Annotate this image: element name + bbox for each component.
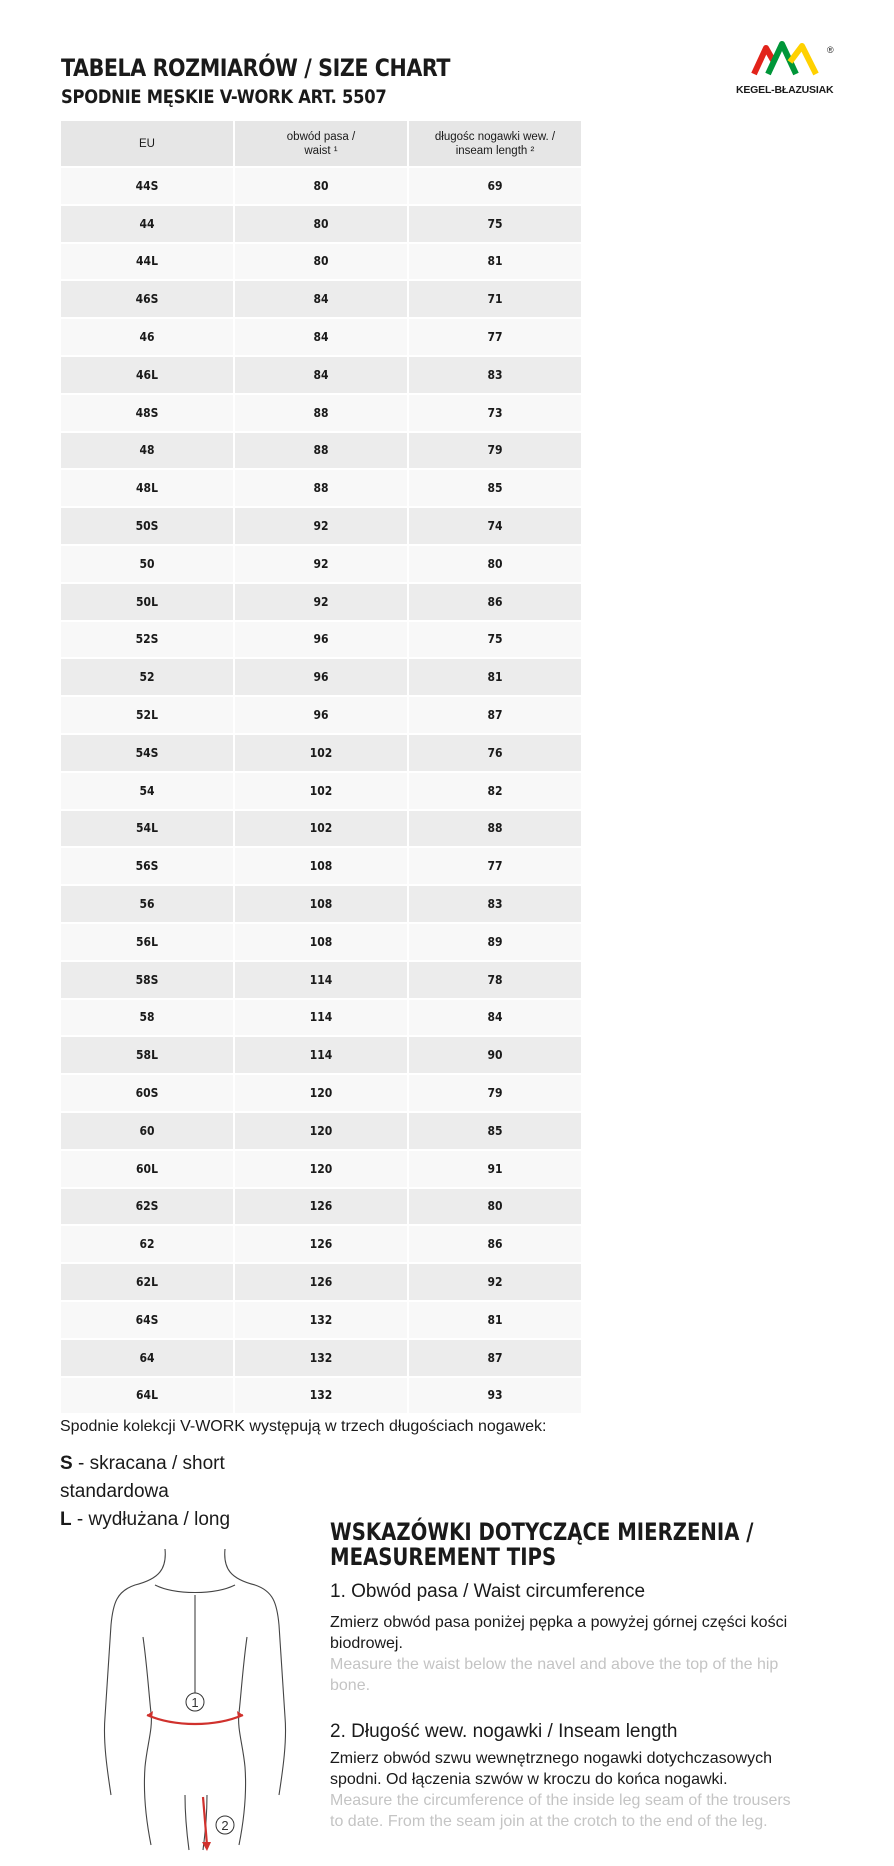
mountain-logo-icon	[750, 40, 825, 78]
cell-waist: 92	[235, 546, 407, 582]
cell-eu-size: 58S	[61, 962, 233, 998]
table-row	[61, 886, 581, 922]
size-table	[59, 119, 583, 1415]
cell-eu-size: 50S	[61, 508, 233, 544]
cell-eu-size: 46S	[61, 281, 233, 317]
page-title: TABELA ROZMIARÓW / SIZE CHART	[61, 54, 451, 82]
cell-waist: 120	[235, 1151, 407, 1187]
brand-logo	[730, 40, 840, 100]
cell-inseam: 78	[409, 962, 581, 998]
cell-waist: 132	[235, 1302, 407, 1338]
tip-inseam-text-pl: Zmierz obwód szwu wewnętrznego nogawki dotychczasowych spodni. Od łączenia szwów w kroczu do końca nogawki.	[330, 1750, 772, 1788]
cell-inseam: 91	[409, 1151, 581, 1187]
cell-inseam: 75	[409, 206, 581, 242]
lengths-note: Spodnie kolekcji V-WORK występują w trzech długościach nogawek:	[60, 1418, 547, 1435]
cell-inseam: 85	[409, 470, 581, 506]
table-row	[61, 659, 581, 695]
cell-waist: 88	[235, 470, 407, 506]
measurement-tips	[330, 1520, 800, 1832]
cell-waist: 84	[235, 281, 407, 317]
table-row	[61, 433, 581, 469]
cell-eu-size: 62L	[61, 1264, 233, 1300]
cell-inseam: 79	[409, 1075, 581, 1111]
table-row	[61, 1226, 581, 1262]
cell-inseam: 79	[409, 433, 581, 469]
cell-eu-size: 46L	[61, 357, 233, 393]
table-row	[61, 848, 581, 884]
cell-eu-size: 52L	[61, 697, 233, 733]
cell-inseam: 80	[409, 546, 581, 582]
cell-waist: 88	[235, 395, 407, 431]
marker-2-label: 2	[221, 1818, 229, 1833]
cell-inseam: 88	[409, 811, 581, 847]
cell-waist: 80	[235, 244, 407, 280]
cell-eu-size: 44S	[61, 168, 233, 204]
column-header-waist: obwód pasa / waist ¹	[235, 121, 407, 166]
table-row	[61, 546, 581, 582]
cell-eu-size: 50	[61, 546, 233, 582]
cell-inseam: 77	[409, 319, 581, 355]
cell-eu-size: 44	[61, 206, 233, 242]
cell-inseam: 87	[409, 1340, 581, 1376]
lengths-list	[60, 1450, 230, 1534]
cell-waist: 80	[235, 206, 407, 242]
cell-waist: 114	[235, 1000, 407, 1036]
tip-waist-text-pl: Zmierz obwód pasa poniżej pępka a powyżej górnej części kości biodrowej.	[330, 1614, 788, 1652]
cell-waist: 120	[235, 1075, 407, 1111]
cell-inseam: 90	[409, 1037, 581, 1073]
cell-eu-size: 50L	[61, 584, 233, 620]
cell-inseam: 81	[409, 1302, 581, 1338]
cell-inseam: 82	[409, 773, 581, 809]
cell-eu-size: 54	[61, 773, 233, 809]
cell-waist: 132	[235, 1378, 407, 1414]
header	[61, 54, 513, 110]
cell-inseam: 81	[409, 659, 581, 695]
logo-text: KEGEL-BŁAZUSIAK	[736, 84, 834, 96]
table-row	[61, 1264, 581, 1300]
cell-waist: 102	[235, 811, 407, 847]
table-row	[61, 1189, 581, 1225]
cell-waist: 108	[235, 886, 407, 922]
cell-waist: 88	[235, 433, 407, 469]
table-row	[61, 735, 581, 771]
length-item-standard: standardowa	[60, 1481, 169, 1502]
table-row	[61, 168, 581, 204]
cell-eu-size: 56L	[61, 924, 233, 960]
table-row	[61, 1340, 581, 1376]
cell-eu-size: 64S	[61, 1302, 233, 1338]
table-row	[61, 244, 581, 280]
cell-waist: 96	[235, 697, 407, 733]
cell-inseam: 87	[409, 697, 581, 733]
table-row	[61, 1000, 581, 1036]
cell-eu-size: 56	[61, 886, 233, 922]
table-row	[61, 357, 581, 393]
cell-waist: 126	[235, 1264, 407, 1300]
column-header-inseam: długośc nogawki wew. / inseam length ²	[409, 121, 581, 166]
table-row	[61, 1302, 581, 1338]
cell-eu-size: 64L	[61, 1378, 233, 1414]
tip-waist-heading: 1. Obwód pasa / Waist circumference	[330, 1581, 646, 1602]
cell-inseam: 93	[409, 1378, 581, 1414]
cell-inseam: 71	[409, 281, 581, 317]
table-row	[61, 1037, 581, 1073]
table-row	[61, 811, 581, 847]
cell-waist: 102	[235, 773, 407, 809]
cell-waist: 126	[235, 1226, 407, 1262]
cell-eu-size: 60	[61, 1113, 233, 1149]
table-row	[61, 924, 581, 960]
page-subtitle: SPODNIE MĘSKIE V-WORK ART. 5507	[61, 86, 387, 108]
table-row	[61, 395, 581, 431]
cell-eu-size: 58L	[61, 1037, 233, 1073]
cell-eu-size: 54S	[61, 735, 233, 771]
cell-inseam: 69	[409, 168, 581, 204]
table-row	[61, 206, 581, 242]
cell-inseam: 76	[409, 735, 581, 771]
cell-inseam: 81	[409, 244, 581, 280]
column-header-eu: EU	[61, 121, 233, 166]
table-row	[61, 281, 581, 317]
cell-inseam: 80	[409, 1189, 581, 1225]
table-row	[61, 319, 581, 355]
table-row	[61, 508, 581, 544]
cell-eu-size: 48	[61, 433, 233, 469]
cell-eu-size: 56S	[61, 848, 233, 884]
table-row	[61, 962, 581, 998]
cell-waist: 96	[235, 659, 407, 695]
cell-waist: 96	[235, 622, 407, 658]
cell-eu-size: 48L	[61, 470, 233, 506]
cell-inseam: 74	[409, 508, 581, 544]
tip-waist	[330, 1580, 800, 1696]
cell-waist: 84	[235, 319, 407, 355]
table-row	[61, 622, 581, 658]
cell-eu-size: 60S	[61, 1075, 233, 1111]
cell-inseam: 85	[409, 1113, 581, 1149]
cell-eu-size: 52	[61, 659, 233, 695]
table-row	[61, 1378, 581, 1414]
tip-inseam-heading: 2. Długość wew. nogawki / Inseam length	[330, 1721, 678, 1742]
table-row	[61, 1151, 581, 1187]
table-row	[61, 697, 581, 733]
table-row	[61, 773, 581, 809]
cell-inseam: 86	[409, 1226, 581, 1262]
waist-measure-marker	[147, 1693, 243, 1724]
cell-inseam: 84	[409, 1000, 581, 1036]
cell-eu-size: 64	[61, 1340, 233, 1376]
cell-inseam: 75	[409, 622, 581, 658]
cell-waist: 102	[235, 735, 407, 771]
table-row	[61, 1075, 581, 1111]
cell-waist: 132	[235, 1340, 407, 1376]
cell-inseam: 89	[409, 924, 581, 960]
cell-eu-size: 52S	[61, 622, 233, 658]
cell-inseam: 73	[409, 395, 581, 431]
registered-mark: ®	[827, 45, 834, 55]
table-row	[61, 584, 581, 620]
table-row	[61, 1113, 581, 1149]
cell-inseam: 92	[409, 1264, 581, 1300]
cell-eu-size: 60L	[61, 1151, 233, 1187]
cell-waist: 92	[235, 584, 407, 620]
cell-eu-size: 54L	[61, 811, 233, 847]
body-measurement-figure	[95, 1545, 305, 1855]
tips-title: WSKAZÓWKI DOTYCZĄCE MIERZENIA / MEASUREMENT TIPS	[330, 1518, 754, 1571]
cell-inseam: 83	[409, 357, 581, 393]
marker-1-label: 1	[191, 1695, 199, 1710]
table-header-row	[61, 121, 581, 166]
cell-eu-size: 58	[61, 1000, 233, 1036]
tip-inseam-text-en: Measure the circumference of the inside leg seam of the trousers to date. From the seam join at the crotch to the end of the leg.	[330, 1792, 791, 1830]
table-row	[61, 470, 581, 506]
cell-waist: 80	[235, 168, 407, 204]
cell-eu-size: 44L	[61, 244, 233, 280]
cell-inseam: 86	[409, 584, 581, 620]
cell-inseam: 83	[409, 886, 581, 922]
cell-waist: 92	[235, 508, 407, 544]
cell-waist: 114	[235, 1037, 407, 1073]
cell-waist: 108	[235, 848, 407, 884]
cell-eu-size: 62S	[61, 1189, 233, 1225]
length-item-long: L - wydłużana / long	[60, 1509, 231, 1530]
cell-eu-size: 46	[61, 319, 233, 355]
cell-waist: 126	[235, 1189, 407, 1225]
cell-eu-size: 48S	[61, 395, 233, 431]
tip-waist-text-en: Measure the waist below the navel and above the top of the hip bone.	[330, 1656, 779, 1694]
cell-inseam: 77	[409, 848, 581, 884]
cell-eu-size: 62	[61, 1226, 233, 1262]
length-item-short: S - skracana / short	[60, 1453, 225, 1474]
tip-inseam	[330, 1720, 800, 1832]
cell-waist: 114	[235, 962, 407, 998]
cell-waist: 84	[235, 357, 407, 393]
cell-waist: 120	[235, 1113, 407, 1149]
cell-waist: 108	[235, 924, 407, 960]
